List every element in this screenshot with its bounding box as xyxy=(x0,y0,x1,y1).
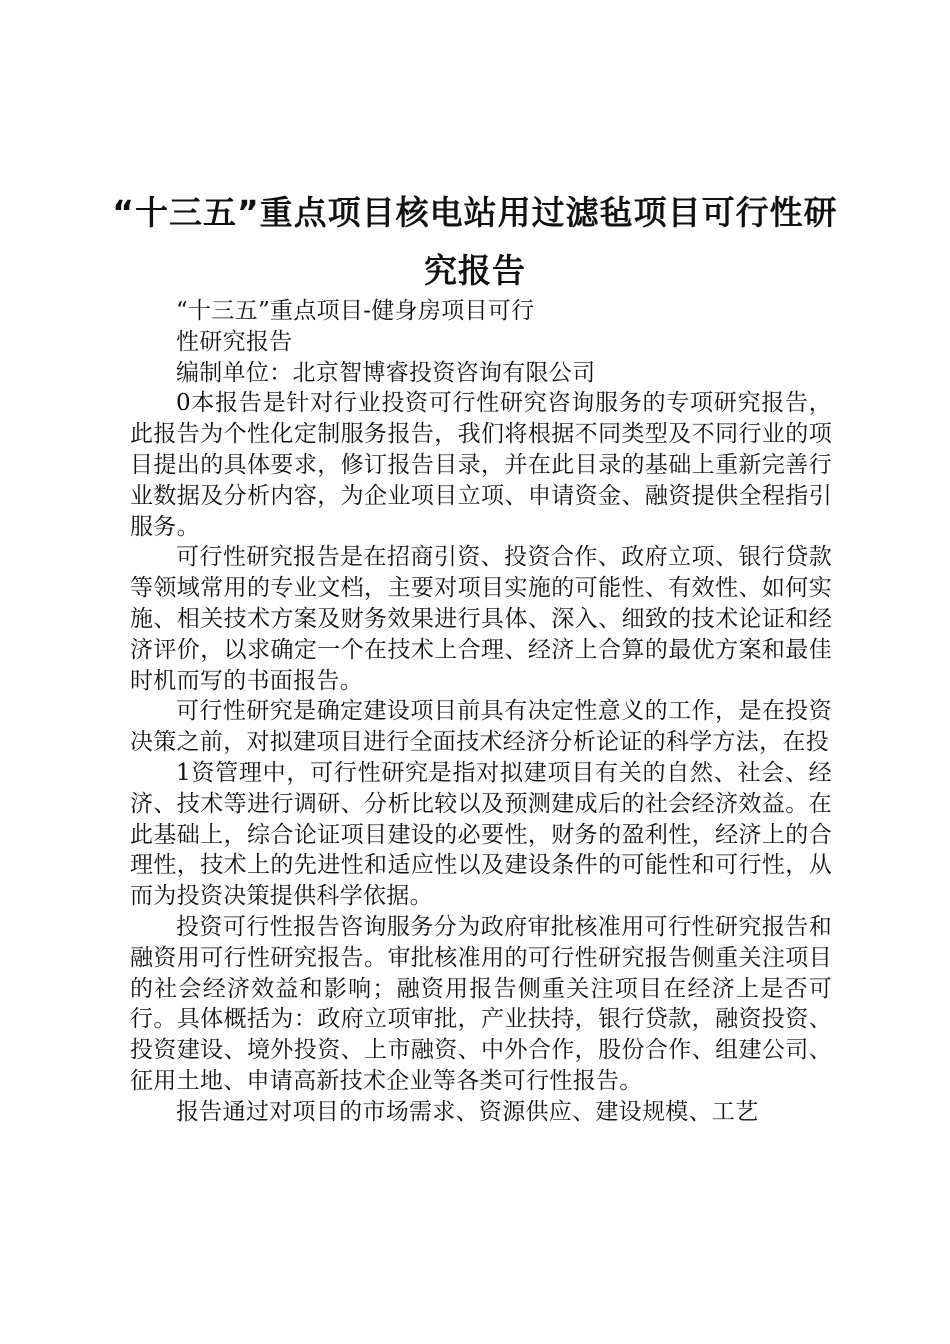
document-title: “十三五”重点项目核电站用过滤毡项目可行性研究报告 xyxy=(112,193,838,290)
document-body xyxy=(130,296,832,1128)
paragraph: 投资可行性报告咨询服务分为政府审批核准用可行性研究报告和融资用可行性研究报告。审批核准用的可行性研究报告侧重关注项目的社会经济效益和影响；融资用报告侧重关注项目在经济上是否可行。具体概括为：政府立项审批，产业扶持，银行贷款，融资投资、投资建设、境外投资、上市融资、中外合作，股份合作、组建公司、征用土地、申请高新技术企业等各类可行性报告。 xyxy=(130,913,832,1094)
subtitle-line-1: “十三五”重点项目-健身房项目可行 xyxy=(176,298,535,324)
paragraph: 报告通过对项目的市场需求、资源供应、建设规模、工艺 xyxy=(176,1098,759,1125)
paragraph: 可行性研究报告是在招商引资、投资合作、政府立项、银行贷款等领域常用的专业文档，主要对项目实施的可能性、有效性、如何实施、相关技术方案及财务效果进行具体、深入、细致的技术论证和经济评价，以求确定一个在技术上合理、经济上合算的最优方案和最佳时机而写的书面报告。 xyxy=(130,544,832,694)
paragraph: 1资管理中，可行性研究是指对拟建项目有关的自然、社会、经济、技术等进行调研、分析比较以及预测建成后的社会经济效益。在此基础上，综合论证项目建设的必要性，财务的盈利性，经济上的合理性，技术上的先进性和适应性以及建设条件的可能性和可行性，从而为投资决策提供科学依据。 xyxy=(130,759,832,910)
compiler-line: 编制单位：北京智博睿投资咨询有限公司 xyxy=(176,359,596,386)
paragraph: 0本报告是针对行业投资可行性研究咨询服务的专项研究报告，此报告为个性化定制服务报告，我们将根据不同类型及不同行业的项目提出的具体要求，修订报告目录，并在此目录的基础上重新完善行业数据及分析内容，为企业项目立项、申请资金、融资提供全程指引服务。 xyxy=(130,390,832,540)
paragraph: 可行性研究是确定建设项目前具有决定性意义的工作，是在投资决策之前，对拟建项目进行全面技术经济分析论证的科学方法，在投 xyxy=(130,698,832,756)
subtitle-line-2: 性研究报告 xyxy=(176,328,293,355)
